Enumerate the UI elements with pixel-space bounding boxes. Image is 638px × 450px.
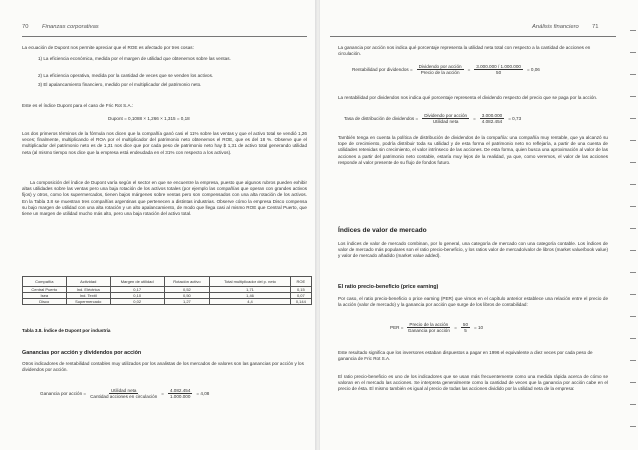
paragraph-1: Los dos primeros términos de la fórmula nos dicen que la compañía ganó casi el 11% sobre las ventas y que el activo total se vendió 1,26 veces; finalmente, multiplicando el ROA por el multiplicador del patrimonio neto obtenemos el ROE, que es del 18 %. Observe que el multiplicador del patrimonio neto es de 1,31 nos dice que por cada peso de patrimonio neto hay $ 1,31 de activo total generando utilidad neta (al mismo tiempo nos dice que la empresa está endeudada en el 31% con respecto a los activos). — [22, 131, 307, 155]
table-cell: Disco — [23, 299, 67, 305]
gpa-label: Ganancia por acción = — [40, 391, 87, 396]
table-cell: 0,144 — [290, 299, 311, 305]
gpa-equation: Ganancia por acción = $\frac{\text{Utilidad neta}}{\text{Cantidad acciones en circulación}}$ = $\frac{4.082.454}{1.000.000}$ = 4,08 — [40, 388, 210, 399]
rpd-numerator: Dividendo por acción — [418, 64, 462, 69]
rpd-values — [474, 64, 523, 75]
gpa-value-denominator: 1.000.000 — [169, 394, 191, 399]
page-number-left: 70 — [22, 24, 29, 30]
rpd-label: Rentabilidad por dividendos = — [352, 67, 413, 72]
table-cell: 1,27 — [164, 299, 210, 305]
per-denominator: Ganancia por acción — [407, 328, 450, 333]
rpd-value-numerator: 3.000.000 / 1.000.000 — [476, 64, 521, 69]
per-fraction — [407, 322, 450, 333]
tdd-fraction — [422, 113, 469, 124]
table-cell: 0,52 — [164, 287, 210, 293]
list-item-2: 2) La eficiencia operativa, medida por la cantidad de veces que se venden los activos. — [38, 73, 214, 78]
table-header: Compañía — [23, 277, 67, 287]
rpd-fraction — [417, 64, 464, 75]
paragraph-r3: También tenga en cuenta la política de distribución de dividendos de la compañía: una compañía muy rentable, que ya alcanzó su tope de crecimiento, podría distribuir toda su utilidad y de esta forma el patrimonio neto no reflejaría, a partir de una cuenta de utilidades retenidas sin crecimiento, el valor intrínseco de las acciones. De esta forma, quien busca una aproximación al valor de las acciones a partir del patrimonio neto contable, estaría muy lejos de la realidad, ya que, como veremos, el valor de las acciones responde al valor presente de su flujo de fondos futuro. — [338, 135, 608, 165]
gpa-numerator: Utilidad neta — [110, 388, 137, 393]
paragraph-r4: Los índices de valor de mercado combinan, por lo general, una categoría de mercado con una categoría contable. Los índices de valor de mercado más populares son el ratio precio-beneficio, y los ratios valor de mercado/valor de libros (market value/book value) y valor de mercado añadido (market value added). — [338, 241, 608, 259]
paragraph-r1: La ganancia por acción nos indica qué porcentaje representa la utilidad neta total con respecto a la cantidad de acciones en circulación. — [338, 45, 591, 57]
table-header: ROE — [290, 277, 311, 287]
section-text-left: Otros indicadores de rentabilidad contables muy utilizados por los analistas de los mercados de valores son las ganancias por acción y los dividendos por acción. — [22, 361, 304, 373]
tdd-value-denominator: 4.082.454 — [481, 119, 503, 124]
intro-text: La ecuación de Dupont nos permite apreciar que el ROE es afectado por tres cosas: — [22, 45, 194, 50]
rpd-result: = 0,06 — [526, 67, 540, 72]
per-result: = 10 — [474, 325, 484, 330]
list-item-3: 3) El apalancamiento financiero, medido por el multiplicador del patrimonio neto. — [38, 82, 202, 87]
left-page — [0, 0, 316, 450]
table-cell: Isea — [23, 293, 67, 299]
paragraph-2: La composición del índice de Dupont varía según el sector en que se encuentre la empresa, puesto que algunos rubros pueden exhibir altas utilidades sobre las ventas pero una baja rotación de los activos totales (por ejemplo las compañías que operan con grandes activos fijos) y otros, como los supermercados, tienen bajos márgenes sobre ventas pero son compensados con una alta rotación de los activos. En la Tabla 3.8 se muestran tres compañías argentinas que pertenecen a distintas industrias. Observe cómo la empresa Disco compensa su bajo margen de utilidad con una alta rotación y un alto apalancamiento, de modo que llega casi al mismo ROE que Central Puerto, que tiene un margen de utilidad mucho más alto, pero una baja rotación del activo total. — [22, 180, 307, 217]
table-cell: 0,17 — [110, 287, 164, 293]
per-numerator: Precio de la acción — [409, 322, 449, 327]
page-edge-marks — [628, 30, 636, 450]
table-cell: 0,15 — [290, 287, 311, 293]
tdd-label: Tasa de distribución de dividendos = — [344, 116, 419, 121]
tdd-numerator: Dividendo por acción — [424, 113, 468, 118]
paragraph-r5: Por caso, el ratio precio-beneficio o price earning (PER) que vimos en el capítulo anterior establece una relación entre el precio de la acción (valor de mercado) y la ganancia por acción que surge de los libros de contabilidad: — [338, 296, 608, 308]
table-cell: Supermercado — [66, 299, 110, 305]
tdd-denominator: Utilidad neta — [432, 119, 459, 124]
per-value-denominator: 5 — [464, 328, 467, 333]
table-header-row — [23, 277, 312, 287]
table-row — [23, 299, 312, 305]
table-header: Actividad — [66, 277, 110, 287]
paragraph-r2: La rentabilidad por dividendos nos indica qué porcentaje representa el dividendo respecto del precio que se paga por la acción. — [338, 95, 598, 100]
section-title-left: Ganancias por acción y dividendos por acción — [22, 350, 142, 356]
dupont-equation: Dupont = 0,1088 × 1,266 × 1,315 = 0,18 — [108, 116, 190, 121]
per-value-numerator: 50 — [462, 322, 469, 327]
rpd-denominator: Precio de la acción — [420, 70, 460, 75]
running-head-left: Finanzas corporativas — [42, 24, 99, 30]
gpa-values — [168, 388, 192, 399]
table-cell: 0,10 — [110, 293, 164, 299]
example-intro: Este es el índice Dupont para el caso de Fric Rot S.A.: — [22, 103, 134, 108]
table-header: Total multiplicador del p. neto — [210, 277, 290, 287]
right-page — [320, 0, 638, 450]
table-cell: 1,46 — [210, 293, 290, 299]
table-header: Rotación activo — [164, 277, 210, 287]
running-head-right: Análisis financiero — [532, 24, 579, 30]
per-label: PER = — [390, 325, 404, 330]
section-title-right: Índices de valor de mercado — [338, 227, 427, 234]
table-cell: Ind. Textil — [66, 293, 110, 299]
header-rule-right — [330, 36, 616, 37]
gpa-fraction — [90, 388, 157, 399]
table-cell: 1,71 — [210, 287, 290, 293]
tdd-value-numerator: 3.000.000 — [481, 113, 503, 118]
tdd-result: = 0,73 — [508, 116, 522, 121]
gpa-value-numerator: 4.082.454 — [169, 388, 191, 393]
gpa-result: = 4,08 — [196, 391, 210, 396]
per-values — [461, 322, 470, 333]
table-cell: Ind. Eléctrica — [66, 287, 110, 293]
paragraph-r6: Este resultado significa que los inversores estaban dispuestos a pagar en 1996 el equivalente a diez veces por cada peso de ganancia de Fric Rot S.A. — [338, 350, 593, 362]
table-cell: 0,07 — [290, 293, 311, 299]
per-equation: PER = $\frac{\text{Precio de la acción}}{\text{Ganancia por acción}}$ = $\frac{50}{5}$ = 10 — [390, 322, 484, 333]
header-rule-left — [22, 36, 307, 37]
gpa-denominator: Cantidad acciones en circulación — [90, 394, 158, 399]
rpd-value-denominator: 50 — [496, 70, 502, 75]
paragraph-r7: El ratio precio-beneficio es uno de los indicadores que se usan más frecuentemente como una medida rápida acerca de cómo se valoran en el mercado las acciones. Se interpreta generalmente como la cantidad de veces que la ganancia por acción cabe en el precio de ésta. El mismo también es igual al precio de todas las acciones dividido por la utilidad neta de la empresa: — [338, 374, 608, 392]
subsection-title: El ratio precio-beneficio (price earning) — [338, 284, 439, 290]
tdd-values — [480, 113, 504, 124]
table-caption: Tabla 3.8. Índice de Dupont por industria — [22, 328, 111, 333]
table-cell: 0,02 — [110, 299, 164, 305]
dupont-table — [22, 276, 312, 305]
table-cell: Central Puerto — [23, 287, 67, 293]
table-cell: 0,50 — [164, 293, 210, 299]
table-header: Margen de utilidad — [110, 277, 164, 287]
tdd-equation: Tasa de distribución de dividendos = $\frac{\text{Dividendo por acción}}{\text{Utilidad neta}}$ = $\frac{3.000.000}{4.082.454}$ = 0,73 — [344, 113, 522, 124]
rpd-equation: Rentabilidad por dividendos = $\frac{\text{Dividendo por acción}}{\text{Precio de la acción}}$ = $\frac{3.000.000 / 1.000.000}{50}$ = 0,06 — [352, 64, 540, 75]
list-item-1: 1) La eficiencia económica, medida por el margen de utilidad que obtenemos sobre las ventas. — [38, 56, 231, 61]
table-cell: 4,4 — [210, 299, 290, 305]
page-number-right: 71 — [592, 24, 599, 30]
